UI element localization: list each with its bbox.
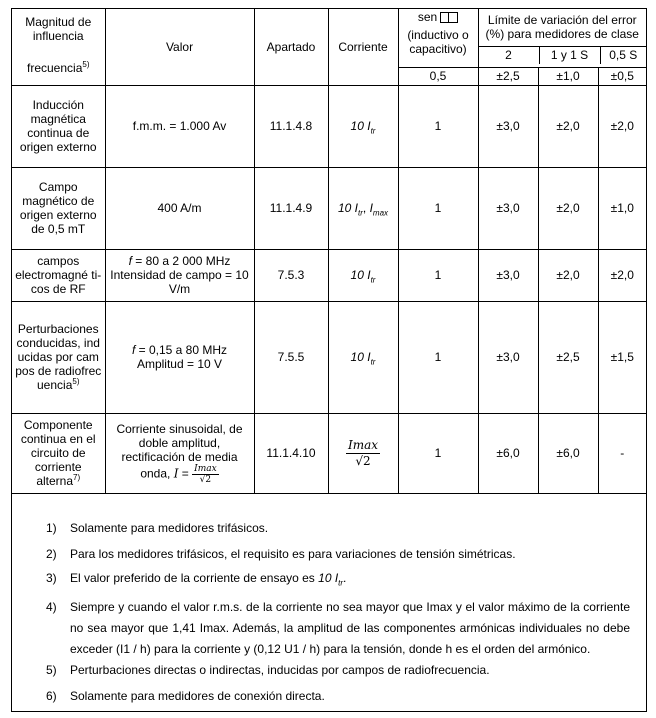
row-valor: Corriente sinusoidal, de doble amplitud, rectificación de media onda, I = $\frac{Imax}{√2}$ [105, 413, 254, 493]
row-class-2: ±3,0 [478, 167, 538, 249]
header-valor: Valor [105, 9, 254, 85]
header-class-1-value: ±1,0 [538, 67, 598, 85]
influence-table [12, 9, 646, 494]
table-row [12, 249, 646, 301]
row-corriente: 10 $I_{tr}$ [328, 301, 398, 413]
row-class-05: ±2,0 [598, 249, 646, 301]
row-class-2: ±3,0 [478, 301, 538, 413]
row-class-1: ±2,5 [538, 301, 598, 413]
row-sen: 1 [398, 301, 478, 413]
row-corriente: 10 $I_{tr}$, $I_{max}$ [328, 167, 398, 249]
header-sen-sub: (inductivo o capacitivo) [407, 28, 469, 56]
row-sen: 1 [398, 167, 478, 249]
header-limite-cell [478, 9, 646, 67]
row-apartado: 11.1.4.10 [254, 413, 328, 493]
row-class-1: ±2,0 [538, 249, 598, 301]
row-valor: 400 A/m [105, 167, 254, 249]
row-magnitude: Inducción magnética continua de origen externo [12, 85, 105, 167]
row-valor: f.m.m. = 1.000 Av [105, 85, 254, 167]
table-row [12, 167, 646, 249]
row-class-1: ±2,0 [538, 167, 598, 249]
header-magnitude: Magnitud de influencia [25, 15, 92, 43]
header-limite: Límite de variación del error (%) para medidores de clase [485, 13, 639, 41]
header-frecuencia: frecuencia$^{5)}$ [27, 60, 90, 75]
table-row [12, 413, 646, 493]
row-corriente: 10 $I_{tr}$ [328, 249, 398, 301]
row-magnitude: campos electromagné ti- cos de RF [12, 249, 105, 301]
row-class-1: ±6,0 [538, 413, 598, 493]
header-corriente: Corriente [328, 9, 398, 85]
row-valor: f = 80 a 2 000 MHz Intensidad de campo = 10 V/m [105, 249, 254, 301]
header-sen: sen [402, 10, 475, 24]
header-classes [479, 46, 647, 64]
row-corriente [328, 413, 398, 493]
row-apartado: 11.1.4.8 [254, 85, 328, 167]
header-class-05-value: ±0,5 [598, 67, 646, 85]
header-class-2-value: ±2,5 [478, 67, 538, 85]
row-class-2: ±3,0 [478, 249, 538, 301]
table-row [12, 85, 646, 167]
header-magnitude-cell [12, 9, 105, 85]
row-sen: 1 [398, 413, 478, 493]
row-magnitude: Perturbaciones conducidas, inducidas por campos de radiofrecuencia$^{5)}$ [12, 301, 105, 413]
row-class-05: ±1,5 [598, 301, 646, 413]
row-magnitude: Campo magnético de origen externo de 0,5 mT [12, 167, 105, 249]
row-valor: f = 0,15 a 80 MHz Amplitud = 10 V [105, 301, 254, 413]
row-apartado: 7.5.3 [254, 249, 328, 301]
row-class-1: ±2,0 [538, 85, 598, 167]
table-row [12, 301, 646, 413]
row-class-2: ±3,0 [478, 85, 538, 167]
row-apartado: 7.5.5 [254, 301, 328, 413]
header-class-05: 0,5 S [609, 48, 638, 62]
row-apartado: 11.1.4.9 [254, 167, 328, 249]
row-class-05: - [598, 413, 646, 493]
corriente-fraction: $\frac{Imax}{√2}$ [347, 437, 379, 468]
header-apartado: Apartado [254, 9, 328, 85]
header-class-2: 2 [479, 47, 540, 64]
row-sen: 1 [398, 249, 478, 301]
row-class-2: ±6,0 [478, 413, 538, 493]
row-sen: 1 [398, 85, 478, 167]
valor-fraction: $\frac{Imax}{√2}$ [194, 463, 217, 485]
row-class-05: ±1,0 [598, 167, 646, 249]
row-corriente: 10 $I_{tr}$ [328, 85, 398, 167]
header-class-1: 1 y 1 S [540, 47, 601, 64]
header-sen-cell [398, 9, 478, 67]
influence-table-container: Magnitud de influencia frecuencia$^{5)}$ Valor Apartado Corriente sen (inductivo o capacitivo) Límite de variación del error (%) para medidores de clase 2 1 y 1 S 0,5 S 0,5 ±2,5 ±1,0 ±0,5 Inducción magnética continua de origen externo f.m.m. = 1.000 Av 11.1.4.8 10 $I_{tr}$ 1 ±3,0 ±2,0 ±2,0 Campo magnético de origen externo de 0,5 mT 400 A/m 11.1.4.9 10 $I_{tr}$, $I_{max}$ 1 ±3,0 ±2,0 ±1,0 campos electromagné ti- cos de RF f = 80 a 2 000 MHz Intensidad de campo = 10 V/m 7.5.3 10 $I_{tr}$ 1 ±3,0 ±2,0 ±2,0 Perturbaciones conducidas, inducidas por campos de radiofrecuencia$^{5)}$ f = 0,15 a 80 MHz Amplitud = 10 V 7.5.5 10 $I_{tr}$ 1 ±3,0 ±2,5 ±1,5 Componente continua en el circuito de corriente alterna$^{7)}$ Corriente sinusoidal, de doble amplitud, rectificación de media onda, I = $\frac{Imax}{√2}$ 11.1.4.10 $\frac{Imax}{√2}$ 1 ±6,0 ±6,0 - 1) Solamente para medidores trifásicos. 2) Para los medidores trifásicos, el requisito es para variaciones de tensión simétricas. 3) El valor preferido de la corriente de ensayo es 10 $I_{tr}$. 4) Siempre y cuando el valor r.m.s. de la corriente no sea mayor que Imax y el valor máximo de la corriente no sea mayor que 1,41 Imax. Además, la amplitud de las componentes armónicas individuales no debe exceder (I1 / h) para la corriente y (0,12 U1 / h) para la tensión, donde h es el orden del armónico. 5) Perturbaciones directas o indirectas, inducidas por campos de radiofrecuencia. 6) Solamente para medidores de conexión directa. [11, 8, 647, 712]
sen-box-icon [440, 12, 458, 23]
row-magnitude: Componente continua en el circuito de corriente alterna$^{7)}$ [12, 413, 105, 493]
header-sen-value: 0,5 [398, 67, 478, 85]
row-class-05: ±2,0 [598, 85, 646, 167]
